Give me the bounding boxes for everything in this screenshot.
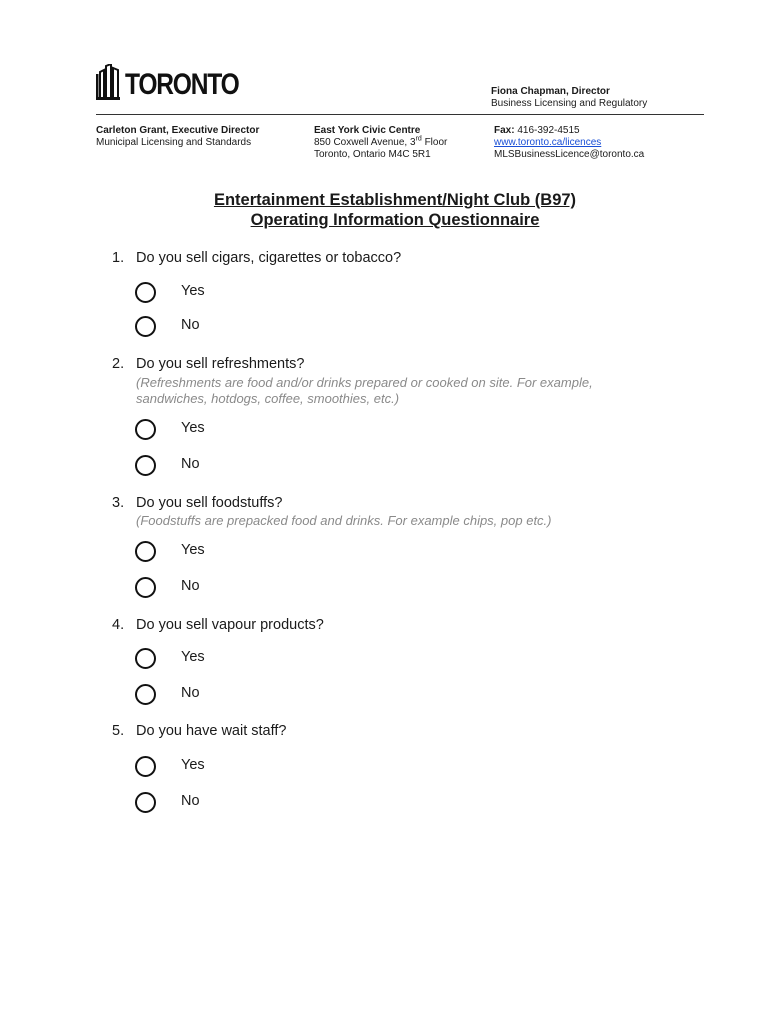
logo-wordmark: TORONTO bbox=[125, 68, 239, 101]
fax-number: 416-392-4515 bbox=[517, 125, 580, 136]
website-link[interactable]: www.toronto.ca/licences bbox=[494, 137, 602, 148]
question-text: Do you sell vapour products? bbox=[136, 617, 324, 633]
option-5-yes[interactable] bbox=[135, 755, 205, 777]
question-5 bbox=[112, 723, 286, 740]
form-title bbox=[96, 190, 694, 230]
office-street: 850 Coxwell Avenue, 3rd Floor bbox=[314, 135, 448, 148]
radio-button[interactable] bbox=[135, 282, 156, 303]
option-3-yes[interactable] bbox=[135, 540, 205, 562]
radio-button[interactable] bbox=[135, 684, 156, 705]
option-label: No bbox=[181, 685, 200, 701]
office-city: Toronto, Ontario M4C 5R1 bbox=[314, 149, 431, 160]
option-label: Yes bbox=[181, 757, 205, 773]
radio-button[interactable] bbox=[135, 792, 156, 813]
option-3-no[interactable] bbox=[135, 576, 200, 598]
question-text: Do you sell cigars, cigarettes or tobacco? bbox=[136, 250, 402, 266]
director-block bbox=[491, 86, 647, 110]
option-label: Yes bbox=[181, 649, 205, 665]
radio-button[interactable] bbox=[135, 541, 156, 562]
option-5-no[interactable] bbox=[135, 791, 200, 813]
radio-button[interactable] bbox=[135, 648, 156, 669]
question-2-note: (Refreshments are food and/or drinks prepared or cooked on site. For example, sandwiches, hotdogs, coffee, smoothies, etc.) bbox=[136, 375, 593, 406]
option-label: No bbox=[181, 793, 200, 809]
radio-button[interactable] bbox=[135, 756, 156, 777]
header-divider bbox=[96, 114, 704, 115]
option-4-no[interactable] bbox=[135, 683, 200, 705]
option-2-no[interactable] bbox=[135, 454, 200, 476]
radio-button[interactable] bbox=[135, 419, 156, 440]
option-1-no[interactable] bbox=[135, 315, 200, 337]
radio-button[interactable] bbox=[135, 455, 156, 476]
question-3 bbox=[112, 495, 282, 512]
executive-dept: Municipal Licensing and Standards bbox=[96, 137, 252, 148]
contact-executive bbox=[96, 125, 259, 149]
office-name: East York Civic Centre bbox=[314, 125, 421, 136]
city-hall-icon bbox=[95, 64, 121, 100]
executive-name: Carleton Grant, Executive Director bbox=[96, 125, 260, 136]
question-number: 1. bbox=[112, 250, 125, 266]
question-2 bbox=[112, 356, 304, 373]
question-number: 4. bbox=[112, 617, 125, 633]
option-4-yes[interactable] bbox=[135, 647, 205, 669]
question-number: 5. bbox=[112, 723, 125, 739]
option-label: Yes bbox=[181, 542, 205, 558]
question-number: 2. bbox=[112, 356, 125, 372]
email-address: MLSBusinessLicence@toronto.ca bbox=[494, 149, 645, 160]
fax-label: Fax: bbox=[494, 125, 515, 136]
question-text: Do you sell refreshments? bbox=[136, 356, 305, 372]
question-1 bbox=[112, 250, 401, 267]
option-label: No bbox=[181, 578, 200, 594]
toronto-logo bbox=[95, 64, 263, 100]
director-name: Fiona Chapman, Director bbox=[491, 86, 610, 97]
fax-line bbox=[494, 125, 644, 137]
title-line-1: Entertainment Establishment/Night Club (B97) bbox=[213, 191, 577, 209]
option-2-yes[interactable] bbox=[135, 418, 205, 440]
title-line-2: Operating Information Questionnaire bbox=[250, 211, 540, 229]
question-text: Do you sell foodstuffs? bbox=[136, 495, 283, 511]
contact-channels bbox=[494, 125, 644, 161]
contact-address bbox=[314, 125, 447, 161]
option-label: Yes bbox=[181, 283, 205, 299]
option-label: No bbox=[181, 456, 200, 472]
question-text: Do you have wait staff? bbox=[136, 723, 287, 739]
question-number: 3. bbox=[112, 495, 125, 511]
question-3-note: (Foodstuffs are prepacked food and drinks. For example chips, pop etc.) bbox=[136, 513, 552, 528]
radio-button[interactable] bbox=[135, 577, 156, 598]
option-label: Yes bbox=[181, 420, 205, 436]
option-1-yes[interactable] bbox=[135, 281, 205, 303]
option-label: No bbox=[181, 317, 200, 333]
radio-button[interactable] bbox=[135, 316, 156, 337]
question-4 bbox=[112, 617, 324, 634]
director-division: Business Licensing and Regulatory bbox=[491, 98, 648, 109]
